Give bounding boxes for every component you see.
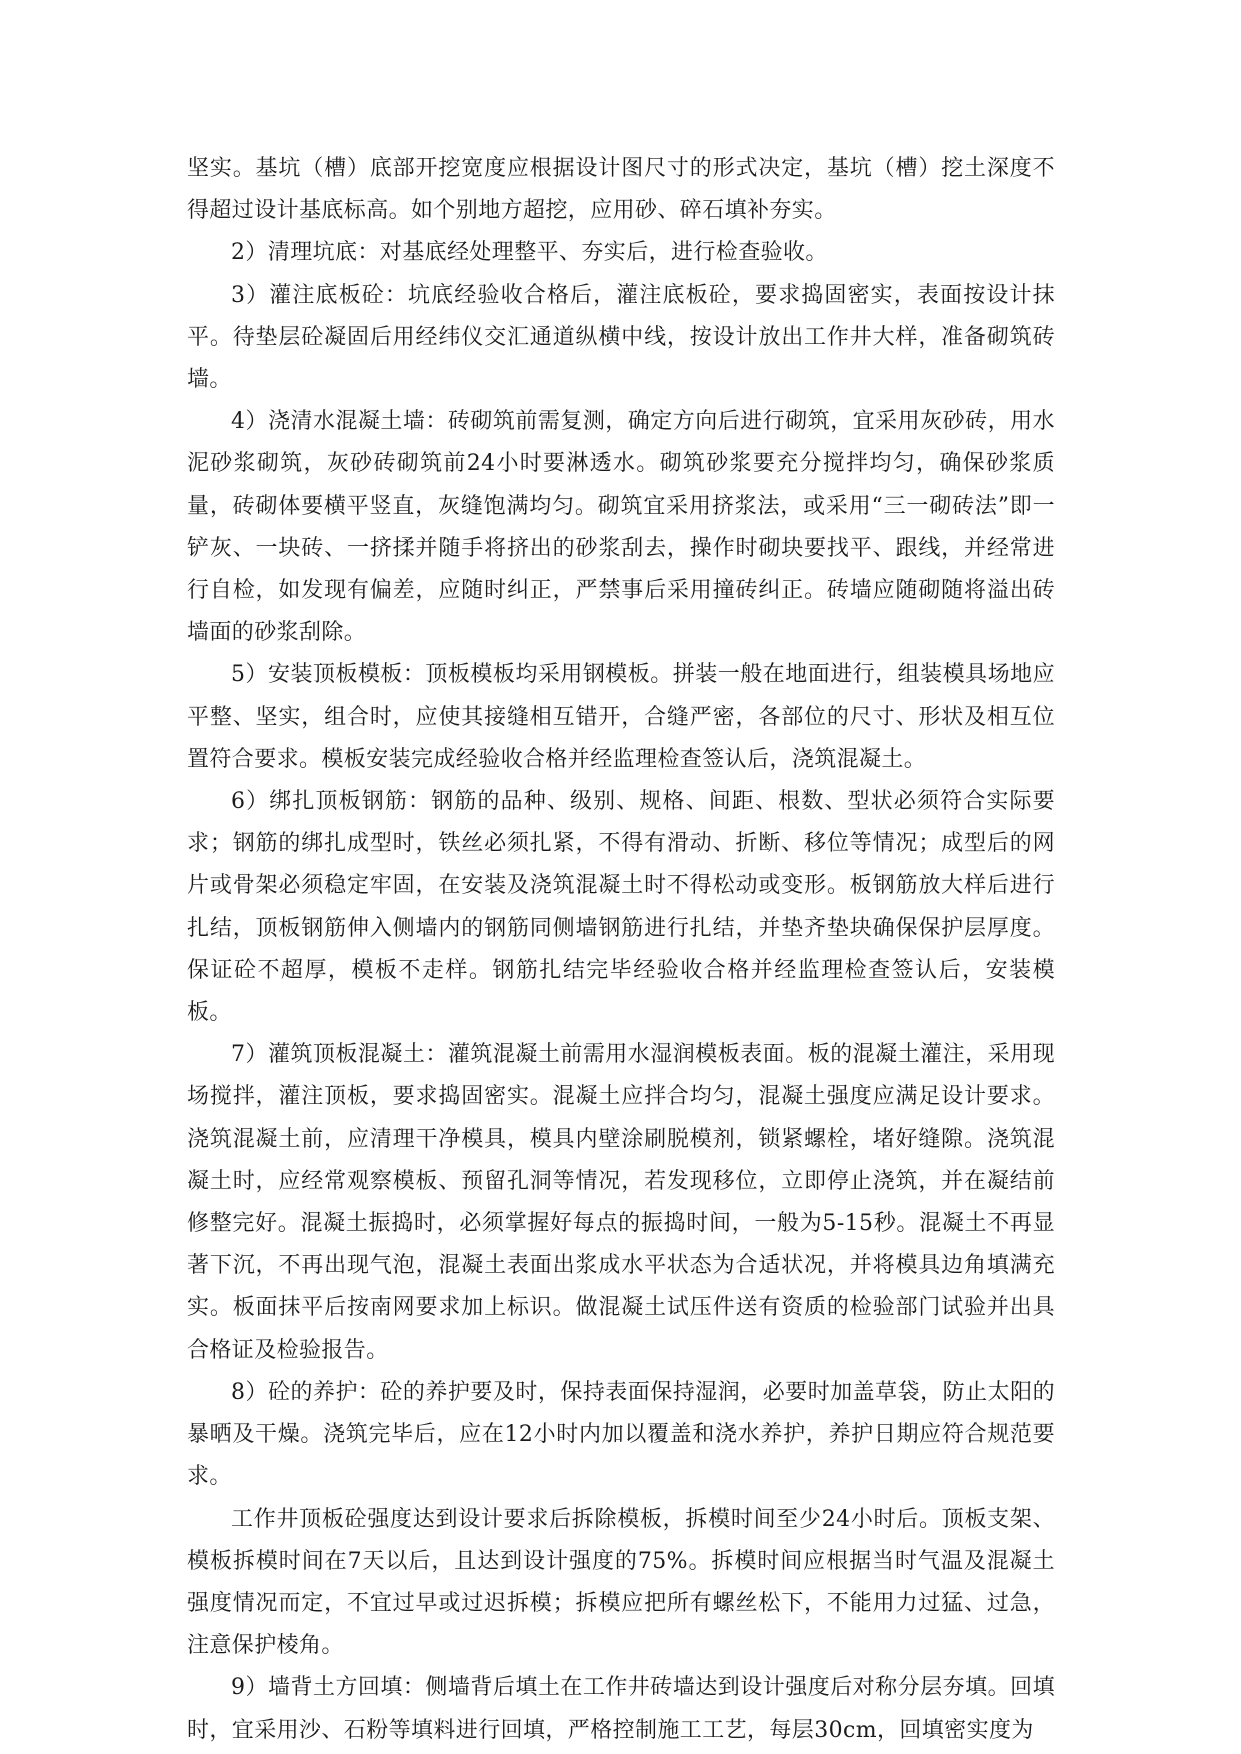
paragraph-step-8-curing: 8）砼的养护：砼的养护要及时，保持表面保持湿润，必要时加盖草袋，防止太阳的暴晒及干燥。浇筑完毕后，应在12小时内加以覆盖和浇水养护，养护日期应符合规范要求。 xyxy=(187,1379,1055,1490)
paragraph-step-6-rebar: 6）绑扎顶板钢筋：钢筋的品种、级别、规格、间距、根数、型状必须符合实际要求；钢筋的绑扎成型时，铁丝必须扎紧，不得有滑动、折断、移位等情况；成型后的网片或骨架必须稳定牢固，在安装及浇筑混凝土时不得松动或变形。板钢筋放大样后进行扎结，顶板钢筋伸入侧墙内的钢筋同侧墙钢筋进行扎结，并垫齐垫块确保保护层厚度。保证砼不超厚，模板不走样。钢筋扎结完毕经验收合格并经监理检查签认后，安装模板。 xyxy=(187,789,1055,1026)
paragraph-step-4-brick-wall: 4）浇清水混凝土墙：砖砌筑前需复测，确定方向后进行砌筑，宜采用灰砂砖，用水泥砂浆砌筑，灰砂砖砌筑前24小时要淋透水。砌筑砂浆要充分搅拌均匀，确保砂浆质量，砖砌体要横平竖直，灰缝饱满均匀。砌筑宜采用挤浆法，或采用“三一砌砖法”即一铲灰、一块砖、一挤揉并随手将挤出的砂浆刮去，操作时砌块要找平、跟线，并经常进行自检，如发现有偏差，应随时纠正，严禁事后采用撞砖纠正。砖墙应随砌随将溢出砖墙面的砂浆刮除。 xyxy=(187,409,1055,646)
paragraph-formwork-removal: 工作井顶板砼强度达到设计要求后拆除模板，拆模时间至少24小时后。顶板支架、模板拆模时间在7天以后，且达到设计强度的75%。拆模时间应根据当时气温及混凝土强度情况而定，不宜过早或过迟拆模；拆模应把所有螺丝松下，不能用力过猛、过急，注意保护棱角。 xyxy=(187,1506,1055,1659)
paragraph-step-3-pour-base-slab: 3）灌注底板砼：坑底经验收合格后，灌注底板砼，要求捣固密实，表面按设计抹平。待垫层砼凝固后用经纬仪交汇通道纵横中线，按设计放出工作井大样，准备砌筑砖墙。 xyxy=(187,282,1055,393)
paragraph-step-5-install-formwork: 5）安装顶板模板：顶板模板均采用钢模板。拼装一般在地面进行，组装模具场地应平整、坚实，组合时，应使其接缝相互错开，合缝严密，各部位的尺寸、形状及相互位置符合要求。模板安装完成经验收合格并经监理检查签认后，浇筑混凝土。 xyxy=(187,662,1055,772)
paragraph-continuation: 坚实。基坑（槽）底部开挖宽度应根据设计图尺寸的形式决定，基坑（槽）挖土深度不得超过设计基底标高。如个别地方超挖，应用砂、碎石填补夯实。 xyxy=(187,156,1055,224)
document-body xyxy=(187,148,1055,1752)
paragraph-step-7-pour-roof-concrete: 7）灌筑顶板混凝土：灌筑混凝土前需用水湿润模板表面。板的混凝土灌注，采用现场搅拌，灌注顶板，要求捣固密实。混凝土应拌合均匀，混凝土强度应满足设计要求。浇筑混凝土前，应清理干净模具，模具内壁涂刷脱模剂，锁紧螺栓，堵好缝隙。浇筑混凝土时，应经常观察模板、预留孔洞等情况，若发现移位，立即停止浇筑，并在凝结前修整完好。混凝土振捣时，必须掌握好每点的振捣时间，一般为5-15秒。混凝土不再显著下沉，不再出现气泡，混凝土表面出浆成水平状态为合适状况，并将模具边角填满充实。板面抹平后按南网要求加上标识。做混凝土试压件送有资质的检验部门试验并出具合格证及检验报告。 xyxy=(187,1042,1055,1363)
paragraph-step-2-clean-pit-bottom: 2）清理坑底：对基底经处理整平、夯实后，进行检查验收。 xyxy=(231,240,828,266)
paragraph-step-9-backfill: 9）墙背土方回填：侧墙背后填土在工作井砖墙达到设计强度后对称分层夯填。回填时，宜采用沙、石粉等填料进行回填，严格控制施工工艺，每层30cm，回填密实度为 xyxy=(187,1675,1055,1743)
